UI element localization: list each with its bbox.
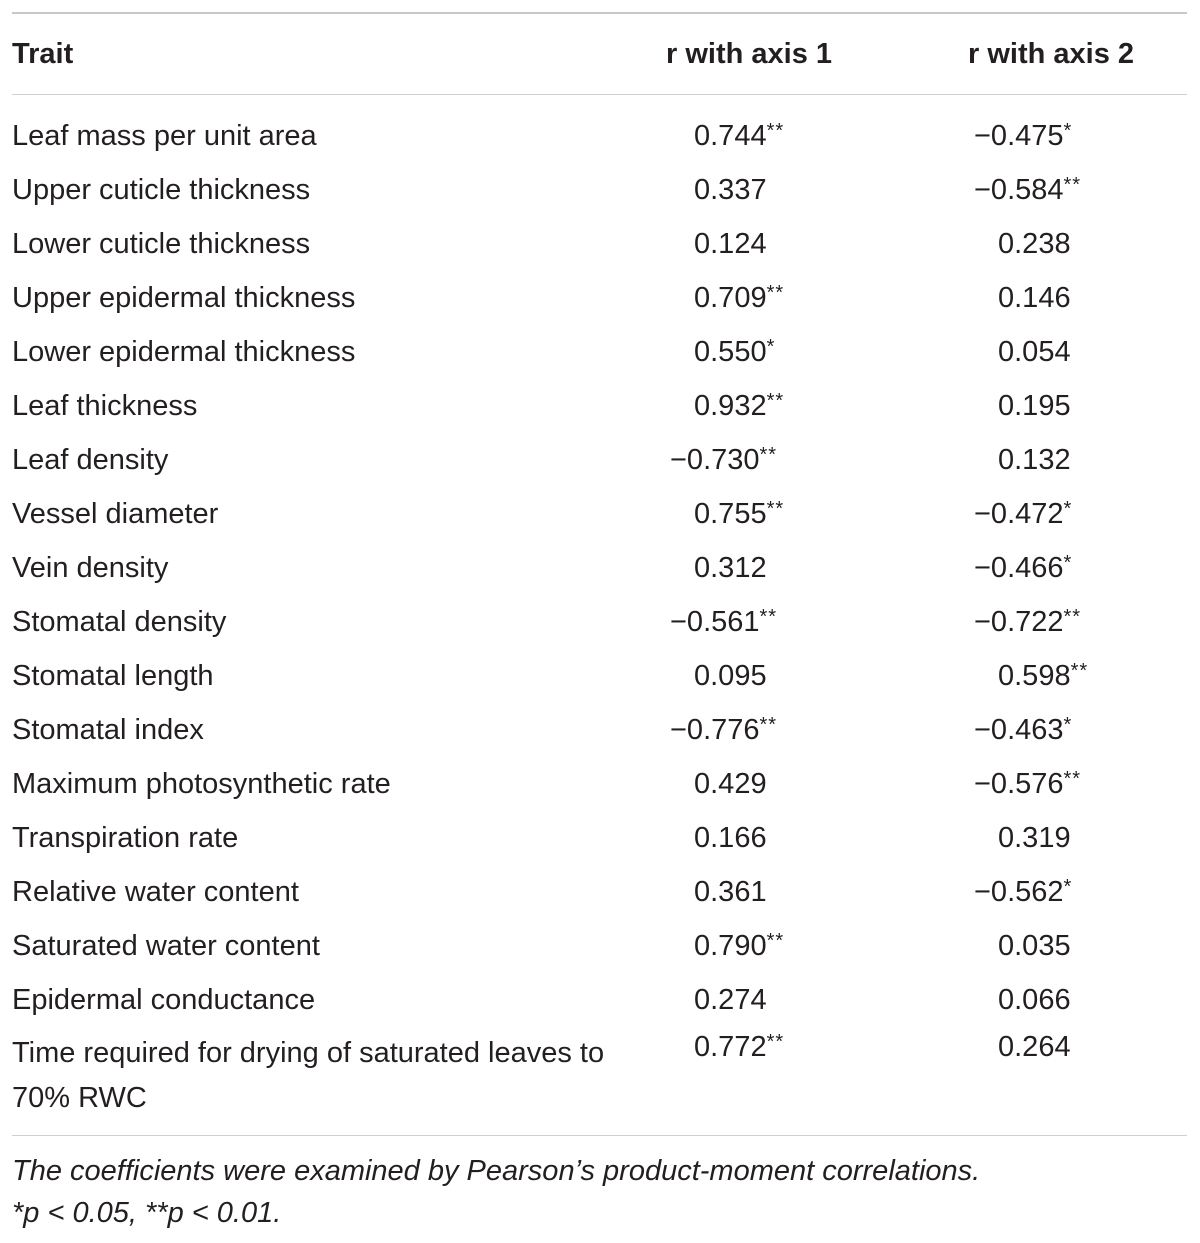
axis1-cell <box>666 595 968 649</box>
table-row <box>12 325 1187 379</box>
axis1-value: 0.744 <box>694 119 767 152</box>
axis2-value: −0.584 <box>974 173 1064 206</box>
table-row <box>12 379 1187 433</box>
axis1-cell <box>666 95 968 163</box>
trait-cell: Saturated water content <box>12 929 320 962</box>
trait-cell: Transpiration rate <box>12 821 239 854</box>
axis1-value: 0.361 <box>694 875 767 908</box>
axis2-cell <box>968 325 1187 379</box>
table-row <box>12 271 1187 325</box>
trait-cell: Vein density <box>12 551 169 584</box>
axis2-cell <box>968 541 1187 595</box>
axis1-cell <box>666 811 968 865</box>
axis2-cell <box>968 1027 1187 1135</box>
footnote-line2: *p < 0.05, **p < 0.01. <box>12 1197 282 1229</box>
axis1-significance-marker: ** <box>766 389 785 412</box>
axis1-value: 0.312 <box>694 551 767 584</box>
axis1-value: 0.709 <box>694 281 767 314</box>
axis2-value: 0.146 <box>998 281 1071 314</box>
axis2-cell <box>968 649 1187 703</box>
axis2-cell <box>968 379 1187 433</box>
axis1-significance-marker: ** <box>766 281 785 304</box>
axis2-cell <box>968 811 1187 865</box>
axis2-cell <box>968 95 1187 163</box>
axis2-value: 0.319 <box>998 821 1071 854</box>
trait-cell: Leaf thickness <box>12 389 198 422</box>
axis1-cell <box>666 487 968 541</box>
axis1-value: 0.772 <box>694 1031 767 1063</box>
axis2-cell <box>968 433 1187 487</box>
axis1-significance-marker: ** <box>766 1031 785 1053</box>
axis2-cell <box>968 163 1187 217</box>
axis1-cell <box>666 271 968 325</box>
table-row <box>12 865 1187 919</box>
table-body <box>12 95 1187 1135</box>
axis1-value: 0.755 <box>694 497 767 530</box>
axis1-value: −0.776 <box>670 713 760 746</box>
axis2-significance-marker: * <box>1063 497 1073 520</box>
axis2-value: 0.132 <box>998 443 1071 476</box>
axis2-value: −0.475 <box>974 119 1064 152</box>
header-row <box>12 14 1187 95</box>
table-row <box>12 95 1187 163</box>
axis2-significance-marker: * <box>1063 551 1073 574</box>
trait-cell: Upper epidermal thickness <box>12 281 356 314</box>
axis2-significance-marker: ** <box>1063 173 1082 196</box>
axis1-cell <box>666 217 968 271</box>
axis1-cell <box>666 163 968 217</box>
trait-cell: Maximum photosynthetic rate <box>12 767 391 800</box>
axis1-cell <box>666 433 968 487</box>
axis1-significance-marker: ** <box>766 119 785 142</box>
axis2-significance-marker: ** <box>1063 767 1082 790</box>
axis1-value: 0.274 <box>694 983 767 1016</box>
data-table-container <box>12 12 1187 1234</box>
trait-cell: Stomatal index <box>12 713 204 746</box>
trait-cell: Leaf mass per unit area <box>12 119 317 152</box>
axis2-value: −0.472 <box>974 497 1064 530</box>
axis2-significance-marker: * <box>1063 875 1073 898</box>
axis1-value: 0.932 <box>694 389 767 422</box>
table-row <box>12 649 1187 703</box>
table-row <box>12 541 1187 595</box>
axis1-cell <box>666 703 968 757</box>
header-axis1: r with axis 1 <box>666 37 833 70</box>
axis2-value: −0.576 <box>974 767 1064 800</box>
axis2-cell <box>968 271 1187 325</box>
header-axis2: r with axis 2 <box>968 37 1135 70</box>
axis2-value: −0.466 <box>974 551 1064 584</box>
trait-cell: Time required for drying of saturated leaves to 70% RWC <box>12 1037 605 1114</box>
axis2-cell <box>968 703 1187 757</box>
table-row <box>12 595 1187 649</box>
axis2-cell <box>968 487 1187 541</box>
axis1-value: −0.730 <box>670 443 760 476</box>
table-row <box>12 757 1187 811</box>
table-row <box>12 1027 1187 1135</box>
axis1-significance-marker: ** <box>759 605 778 628</box>
axis1-value: 0.166 <box>694 821 767 854</box>
table-row <box>12 703 1187 757</box>
trait-cell: Lower cuticle thickness <box>12 227 311 260</box>
table-row <box>12 487 1187 541</box>
table-row <box>12 433 1187 487</box>
axis2-cell <box>968 973 1187 1027</box>
axis1-significance-marker: ** <box>766 929 785 952</box>
axis2-significance-marker: ** <box>1063 605 1082 628</box>
trait-cell: Stomatal length <box>12 659 214 692</box>
axis2-value: 0.066 <box>998 983 1071 1016</box>
axis2-significance-marker: * <box>1063 713 1073 736</box>
axis1-significance-marker: ** <box>766 497 785 520</box>
axis2-value: −0.463 <box>974 713 1064 746</box>
axis1-value: 0.550 <box>694 335 767 368</box>
table-bottom-rule <box>12 1135 1187 1136</box>
axis1-cell <box>666 865 968 919</box>
axis1-cell <box>666 649 968 703</box>
axis2-value: −0.562 <box>974 875 1064 908</box>
trait-cell: Upper cuticle thickness <box>12 173 311 206</box>
axis1-significance-marker: ** <box>759 713 778 736</box>
axis1-cell <box>666 1027 968 1135</box>
table-row <box>12 919 1187 973</box>
trait-cell: Stomatal density <box>12 605 227 638</box>
axis1-cell <box>666 379 968 433</box>
axis2-cell <box>968 595 1187 649</box>
axis2-cell <box>968 919 1187 973</box>
footnote-line1: The coefficients were examined by Pearson’s product-moment correlations. <box>12 1155 981 1187</box>
table-footnote <box>12 1150 1187 1234</box>
axis1-cell <box>666 919 968 973</box>
axis2-value: 0.195 <box>998 389 1071 422</box>
axis1-cell <box>666 325 968 379</box>
axis1-cell <box>666 541 968 595</box>
axis1-significance-marker: ** <box>759 443 778 466</box>
axis2-value: 0.054 <box>998 335 1071 368</box>
axis1-cell <box>666 973 968 1027</box>
axis2-value: 0.264 <box>998 1031 1071 1063</box>
axis1-significance-marker: * <box>766 335 776 358</box>
trait-cell: Leaf density <box>12 443 169 476</box>
axis1-value: 0.429 <box>694 767 767 800</box>
trait-cell: Lower epidermal thickness <box>12 335 356 368</box>
trait-cell: Vessel diameter <box>12 497 219 530</box>
axis1-value: 0.337 <box>694 173 767 206</box>
axis2-significance-marker: * <box>1063 119 1073 142</box>
table-row <box>12 973 1187 1027</box>
axis2-value: −0.722 <box>974 605 1064 638</box>
header-trait: Trait <box>12 37 74 70</box>
trait-cell: Epidermal conductance <box>12 983 316 1016</box>
axis1-value: 0.124 <box>694 227 767 260</box>
trait-cell: Relative water content <box>12 875 299 908</box>
table-row <box>12 811 1187 865</box>
axis1-value: 0.095 <box>694 659 767 692</box>
axis1-value: −0.561 <box>670 605 760 638</box>
axis2-value: 0.238 <box>998 227 1071 260</box>
axis2-value: 0.598 <box>998 659 1071 692</box>
table-row <box>12 217 1187 271</box>
axis2-significance-marker: ** <box>1070 659 1089 682</box>
axis1-value: 0.790 <box>694 929 767 962</box>
axis2-cell <box>968 757 1187 811</box>
correlation-table <box>12 14 1187 1135</box>
axis2-value: 0.035 <box>998 929 1071 962</box>
axis1-cell <box>666 757 968 811</box>
table-row <box>12 163 1187 217</box>
axis2-cell <box>968 865 1187 919</box>
axis2-cell <box>968 217 1187 271</box>
